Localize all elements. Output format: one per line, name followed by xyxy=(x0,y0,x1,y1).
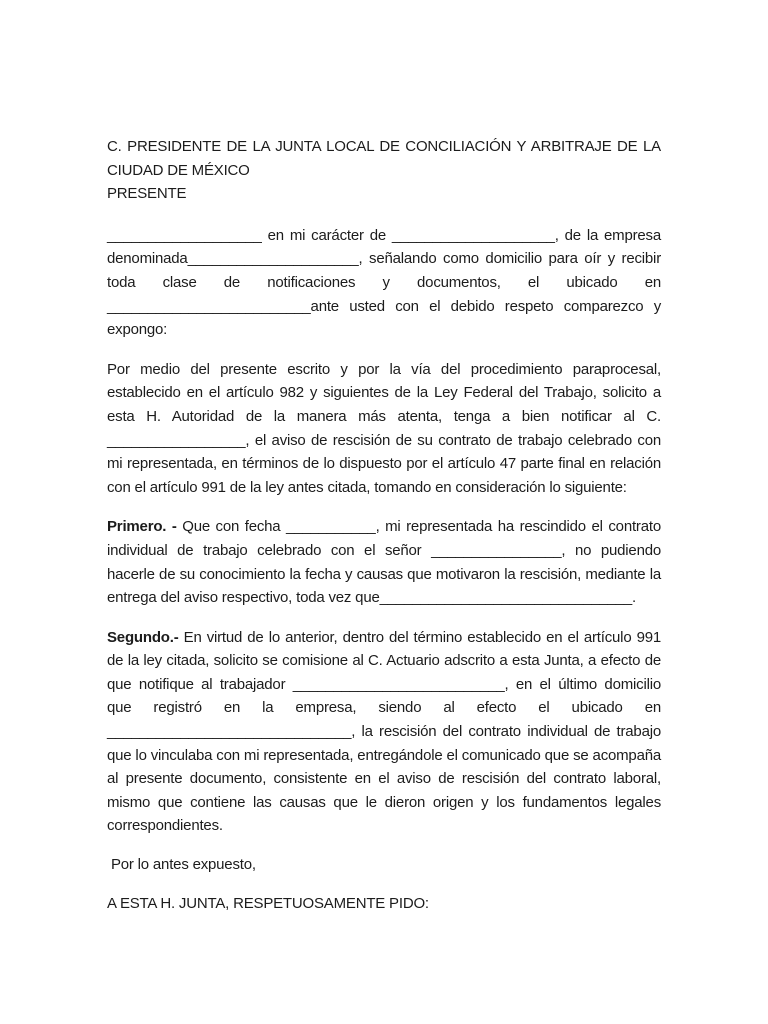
body-paragraph: Por medio del presente escrito y por la vía del procedimiento paraprocesal, establecido en el artículo 982 y siguientes de la Ley Federal del Trabajo, solicito a esta H. Autoridad de la manera más atenta, tenga a bien notificar al C. _________________, el aviso de rescisión de su contrato de trabajo celebrado con mi representada, en términos de lo dispuesto por el artículo 47 parte final en relación con el artículo 991 de la ley antes citada, tomando en consideración lo siguiente: xyxy=(107,360,661,496)
segundo-label: Segundo.- xyxy=(107,628,179,646)
segundo-paragraph xyxy=(107,626,661,838)
intro-paragraph: ___________________ en mi carácter de ____________________, de la empresa denominada_____________________, señalando como domicilio para oír y recibir toda clase de notificaciones y documentos, el ubicado en _________________________ante usted con el debido respeto comparezco y expongo: xyxy=(107,226,661,339)
addressee-presente: PRESENTE xyxy=(107,185,187,203)
primero-paragraph xyxy=(107,515,661,609)
request-line: A ESTA H. JUNTA, RESPETUOSAMENTE PIDO: xyxy=(107,894,429,912)
addressee-block xyxy=(107,135,661,206)
primero-label: Primero. - xyxy=(107,518,177,536)
document-page xyxy=(107,135,661,915)
addressee-title: C. PRESIDENTE DE LA JUNTA LOCAL DE CONCILIACIÓN Y ARBITRAJE DE LA CIUDAD DE MÉXICO xyxy=(107,138,661,179)
closing-line: Por lo antes expuesto, xyxy=(107,856,256,874)
segundo-text: En virtud de lo anterior, dentro del término establecido en el artículo 991 de la ley citada, solicito se comisione al C. Actuario adscrito a esta Junta, a efecto de que notifique al trabajador __________________________, en el último domicilio que registró en la empresa, siendo al efecto el ubicado en ______________________________, la rescisión del contrato individual de trabajo que lo vinculaba con mi representada, entregándole el comunicado que se acompaña al presente documento, consistente en el aviso de rescisión del contrato laboral, mismo que contiene las causas que le dieron origen y los fundamentos legales correspondientes. xyxy=(107,628,661,835)
primero-text: Que con fecha ___________, mi representada ha rescindido el contrato individual de trabajo celebrado con el señor ________________, no pudiendo hacerle de su conocimiento la fecha y causas que motivaron la rescisión, mediante la entrega del aviso respectivo, toda vez que_______________________________. xyxy=(107,518,661,607)
